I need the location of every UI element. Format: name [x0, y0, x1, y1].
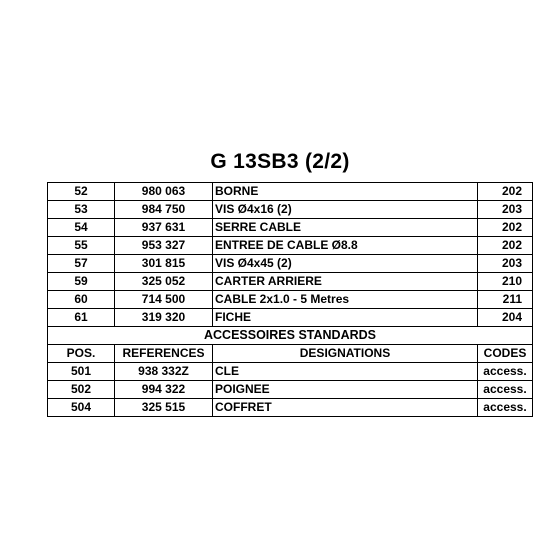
reference-cell: 938 332Z	[115, 363, 213, 381]
designation-cell: POIGNEE	[213, 381, 478, 399]
header-codes: CODES	[478, 345, 533, 363]
pos-cell: 60	[48, 291, 115, 309]
pos-cell: 52	[48, 183, 115, 201]
pos-cell: 504	[48, 399, 115, 417]
header-designations: DESIGNATIONS	[213, 345, 478, 363]
designation-cell: VIS Ø4x45 (2)	[213, 255, 478, 273]
reference-cell: 984 750	[115, 201, 213, 219]
designation-cell: CABLE 2x1.0 - 5 Metres	[213, 291, 478, 309]
reference-cell: 319 320	[115, 309, 213, 327]
page-title: G 13SB3 (2/2)	[210, 150, 350, 173]
table-row	[48, 255, 533, 273]
table-row	[48, 237, 533, 255]
code-cell: 203	[478, 201, 533, 219]
header-references: REFERENCES	[115, 345, 213, 363]
designation-cell: ENTREE DE CABLE Ø8.8	[213, 237, 478, 255]
header-row	[48, 345, 533, 363]
reference-cell: 301 815	[115, 255, 213, 273]
table-row	[48, 381, 533, 399]
table-row	[48, 219, 533, 237]
reference-cell: 980 063	[115, 183, 213, 201]
table-row	[48, 309, 533, 327]
table-row	[48, 201, 533, 219]
designation-cell: CARTER ARRIERE	[213, 273, 478, 291]
table-row	[48, 399, 533, 417]
reference-cell: 994 322	[115, 381, 213, 399]
reference-cell: 714 500	[115, 291, 213, 309]
designation-cell: FICHE	[213, 309, 478, 327]
code-cell: access.	[478, 363, 533, 381]
parts-table	[47, 182, 533, 417]
pos-cell: 501	[48, 363, 115, 381]
pos-cell: 55	[48, 237, 115, 255]
pos-cell: 61	[48, 309, 115, 327]
reference-cell: 325 515	[115, 399, 213, 417]
code-cell: access.	[478, 399, 533, 417]
code-cell: 202	[478, 219, 533, 237]
table-row	[48, 291, 533, 309]
pos-cell: 59	[48, 273, 115, 291]
reference-cell: 937 631	[115, 219, 213, 237]
table-row	[48, 363, 533, 381]
reference-cell: 325 052	[115, 273, 213, 291]
table-row	[48, 273, 533, 291]
designation-cell: COFFRET	[213, 399, 478, 417]
reference-cell: 953 327	[115, 237, 213, 255]
designation-cell: SERRE CABLE	[213, 219, 478, 237]
code-cell: 202	[478, 183, 533, 201]
code-cell: 202	[478, 237, 533, 255]
section-title: ACCESSOIRES STANDARDS	[48, 327, 533, 345]
header-pos: POS.	[48, 345, 115, 363]
pos-cell: 57	[48, 255, 115, 273]
pos-cell: 54	[48, 219, 115, 237]
code-cell: 203	[478, 255, 533, 273]
section-row	[48, 327, 533, 345]
designation-cell: CLE	[213, 363, 478, 381]
code-cell: 210	[478, 273, 533, 291]
pos-cell: 53	[48, 201, 115, 219]
code-cell: 204	[478, 309, 533, 327]
code-cell: 211	[478, 291, 533, 309]
pos-cell: 502	[48, 381, 115, 399]
code-cell: access.	[478, 381, 533, 399]
table-row	[48, 183, 533, 201]
designation-cell: BORNE	[213, 183, 478, 201]
designation-cell: VIS Ø4x16 (2)	[213, 201, 478, 219]
